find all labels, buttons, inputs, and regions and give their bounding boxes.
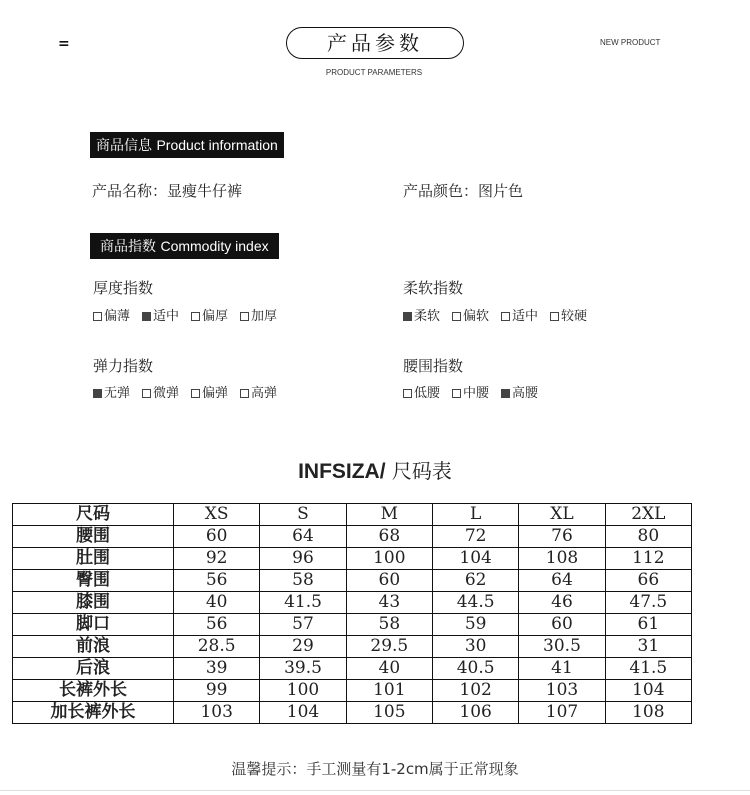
index-option bbox=[240, 305, 277, 324]
unchecked-box-icon bbox=[191, 312, 200, 321]
unchecked-box-icon bbox=[403, 389, 412, 398]
table-cell: 102 bbox=[432, 680, 518, 702]
table-cell: 46 bbox=[519, 592, 605, 614]
table-header-cell: M bbox=[346, 504, 432, 526]
table-cell: 105 bbox=[346, 702, 432, 724]
index-option bbox=[93, 305, 130, 324]
table-cell: 66 bbox=[605, 570, 691, 592]
unchecked-box-icon bbox=[142, 389, 151, 398]
checked-box-icon bbox=[501, 389, 510, 398]
table-cell: 58 bbox=[346, 614, 432, 636]
row-label-cell: 臀围 bbox=[13, 570, 174, 592]
index-option-label: 偏薄 bbox=[104, 309, 131, 324]
index-option bbox=[191, 305, 228, 324]
table-cell: 41.5 bbox=[605, 658, 691, 680]
table-row bbox=[13, 548, 692, 570]
table-cell: 96 bbox=[260, 548, 346, 570]
table-cell: 106 bbox=[432, 702, 518, 724]
index-option-label: 偏厚 bbox=[202, 309, 229, 324]
softness-index-title: 柔软指数 bbox=[403, 279, 464, 297]
unchecked-box-icon bbox=[240, 312, 249, 321]
table-header-row bbox=[13, 504, 692, 526]
row-label-cell: 长裤外长 bbox=[13, 680, 174, 702]
index-option bbox=[452, 305, 489, 324]
table-row bbox=[13, 614, 692, 636]
product-color-value: 图片色 bbox=[478, 182, 524, 200]
index-option bbox=[142, 305, 179, 324]
bottom-divider bbox=[0, 790, 750, 791]
softness-index-options bbox=[403, 305, 599, 324]
table-header-cell: 2XL bbox=[605, 504, 691, 526]
waist-index-title: 腰围指数 bbox=[403, 357, 464, 375]
index-option-label: 高腰 bbox=[512, 386, 539, 401]
table-cell: 60 bbox=[346, 570, 432, 592]
elasticity-index-title: 弹力指数 bbox=[93, 357, 154, 375]
table-cell: 61 bbox=[605, 614, 691, 636]
row-label-cell: 脚口 bbox=[13, 614, 174, 636]
table-row bbox=[13, 526, 692, 548]
unchecked-box-icon bbox=[550, 312, 559, 321]
size-chart-title-cn: 尺码表 bbox=[385, 459, 452, 483]
table-cell: 56 bbox=[174, 570, 260, 592]
table-cell: 47.5 bbox=[605, 592, 691, 614]
product-name-label: 产品名称： bbox=[92, 182, 168, 200]
page-subtitle: PRODUCT PARAMETERS bbox=[325, 68, 423, 77]
table-row bbox=[13, 636, 692, 658]
index-option bbox=[403, 305, 440, 324]
table-cell: 43 bbox=[346, 592, 432, 614]
table-cell: 64 bbox=[519, 570, 605, 592]
table-row bbox=[13, 702, 692, 724]
commodity-index-label-cn: 商品指数 bbox=[100, 239, 156, 255]
unchecked-box-icon bbox=[191, 389, 200, 398]
table-cell: 92 bbox=[174, 548, 260, 570]
row-label-cell: 加长裤外长 bbox=[13, 702, 174, 724]
waist-index-options bbox=[403, 382, 550, 401]
table-cell: 58 bbox=[260, 570, 346, 592]
measurement-tip: 温馨提示：手工测量有1-2cm属于正常现象 bbox=[231, 760, 519, 778]
page-title: 产品参数 bbox=[286, 27, 464, 59]
index-option bbox=[142, 382, 179, 401]
table-row bbox=[13, 592, 692, 614]
index-option bbox=[191, 382, 228, 401]
table-header-cell: S bbox=[260, 504, 346, 526]
table-cell: 30 bbox=[432, 636, 518, 658]
index-option bbox=[240, 382, 277, 401]
table-cell: 103 bbox=[174, 702, 260, 724]
row-label-cell: 前浪 bbox=[13, 636, 174, 658]
table-cell: 29.5 bbox=[346, 636, 432, 658]
index-option-label: 适中 bbox=[153, 309, 180, 324]
index-option-label: 中腰 bbox=[463, 386, 490, 401]
index-option-label: 加厚 bbox=[251, 309, 278, 324]
table-cell: 108 bbox=[605, 702, 691, 724]
checked-box-icon bbox=[403, 312, 412, 321]
index-option bbox=[550, 305, 587, 324]
table-cell: 44.5 bbox=[432, 592, 518, 614]
table-cell: 76 bbox=[519, 526, 605, 548]
table-cell: 101 bbox=[346, 680, 432, 702]
index-option-label: 偏弹 bbox=[202, 386, 229, 401]
table-header-cell: 尺码 bbox=[13, 504, 174, 526]
new-product-label: NEW PRODUCT bbox=[600, 38, 661, 47]
table-row bbox=[13, 658, 692, 680]
product-color-field bbox=[403, 180, 523, 201]
checked-box-icon bbox=[93, 389, 102, 398]
table-cell: 104 bbox=[260, 702, 346, 724]
table-cell: 64 bbox=[260, 526, 346, 548]
table-cell: 56 bbox=[174, 614, 260, 636]
unchecked-box-icon bbox=[452, 312, 461, 321]
table-cell: 31 bbox=[605, 636, 691, 658]
checked-box-icon bbox=[142, 312, 151, 321]
index-option-label: 低腰 bbox=[414, 386, 441, 401]
elasticity-index-options bbox=[93, 382, 289, 401]
table-cell: 108 bbox=[519, 548, 605, 570]
index-option-label: 高弹 bbox=[251, 386, 278, 401]
product-name-value: 显瘦牛仔裤 bbox=[167, 182, 243, 200]
unchecked-box-icon bbox=[240, 389, 249, 398]
size-chart-title-en: INFSIZA/ bbox=[298, 460, 386, 483]
commodity-index-label-en: Commodity index bbox=[160, 238, 269, 254]
menu-icon[interactable]: = bbox=[58, 36, 70, 52]
table-cell: 103 bbox=[519, 680, 605, 702]
commodity-index-label bbox=[90, 233, 279, 259]
index-option-label: 无弹 bbox=[104, 386, 131, 401]
index-option bbox=[501, 382, 538, 401]
row-label-cell: 腰围 bbox=[13, 526, 174, 548]
table-cell: 39 bbox=[174, 658, 260, 680]
size-chart-title bbox=[0, 455, 750, 484]
product-color-label: 产品颜色： bbox=[403, 182, 479, 200]
table-cell: 60 bbox=[519, 614, 605, 636]
size-table bbox=[12, 503, 692, 724]
table-cell: 30.5 bbox=[519, 636, 605, 658]
table-cell: 104 bbox=[432, 548, 518, 570]
index-option-label: 柔软 bbox=[414, 309, 441, 324]
row-label-cell: 膝围 bbox=[13, 592, 174, 614]
table-cell: 40 bbox=[174, 592, 260, 614]
table-cell: 40 bbox=[346, 658, 432, 680]
table-cell: 59 bbox=[432, 614, 518, 636]
index-option bbox=[93, 382, 130, 401]
unchecked-box-icon bbox=[93, 312, 102, 321]
table-cell: 41.5 bbox=[260, 592, 346, 614]
row-label-cell: 后浪 bbox=[13, 658, 174, 680]
table-row bbox=[13, 570, 692, 592]
table-cell: 57 bbox=[260, 614, 346, 636]
table-header-cell: XS bbox=[174, 504, 260, 526]
thickness-index-options bbox=[93, 305, 289, 324]
table-header-cell: L bbox=[432, 504, 518, 526]
index-option bbox=[403, 382, 440, 401]
table-cell: 40.5 bbox=[432, 658, 518, 680]
row-label-cell: 肚围 bbox=[13, 548, 174, 570]
index-option bbox=[452, 382, 489, 401]
product-info-label bbox=[90, 132, 284, 158]
table-header-cell: XL bbox=[519, 504, 605, 526]
product-name-field bbox=[92, 180, 242, 201]
index-option-label: 较硬 bbox=[561, 309, 588, 324]
table-cell: 104 bbox=[605, 680, 691, 702]
table-cell: 68 bbox=[346, 526, 432, 548]
unchecked-box-icon bbox=[452, 389, 461, 398]
index-option-label: 微弹 bbox=[153, 386, 180, 401]
table-cell: 29 bbox=[260, 636, 346, 658]
table-cell: 41 bbox=[519, 658, 605, 680]
table-cell: 72 bbox=[432, 526, 518, 548]
product-info-label-en: Product information bbox=[156, 137, 278, 153]
thickness-index-title: 厚度指数 bbox=[93, 279, 154, 297]
product-info-label-cn: 商品信息 bbox=[96, 138, 152, 154]
table-row bbox=[13, 680, 692, 702]
table-cell: 100 bbox=[260, 680, 346, 702]
table-cell: 28.5 bbox=[174, 636, 260, 658]
index-option-label: 偏软 bbox=[463, 309, 490, 324]
table-cell: 107 bbox=[519, 702, 605, 724]
table-cell: 62 bbox=[432, 570, 518, 592]
table-cell: 39.5 bbox=[260, 658, 346, 680]
table-cell: 99 bbox=[174, 680, 260, 702]
table-cell: 80 bbox=[605, 526, 691, 548]
table-cell: 112 bbox=[605, 548, 691, 570]
unchecked-box-icon bbox=[501, 312, 510, 321]
index-option-label: 适中 bbox=[512, 309, 539, 324]
table-cell: 100 bbox=[346, 548, 432, 570]
table-cell: 60 bbox=[174, 526, 260, 548]
index-option bbox=[501, 305, 538, 324]
